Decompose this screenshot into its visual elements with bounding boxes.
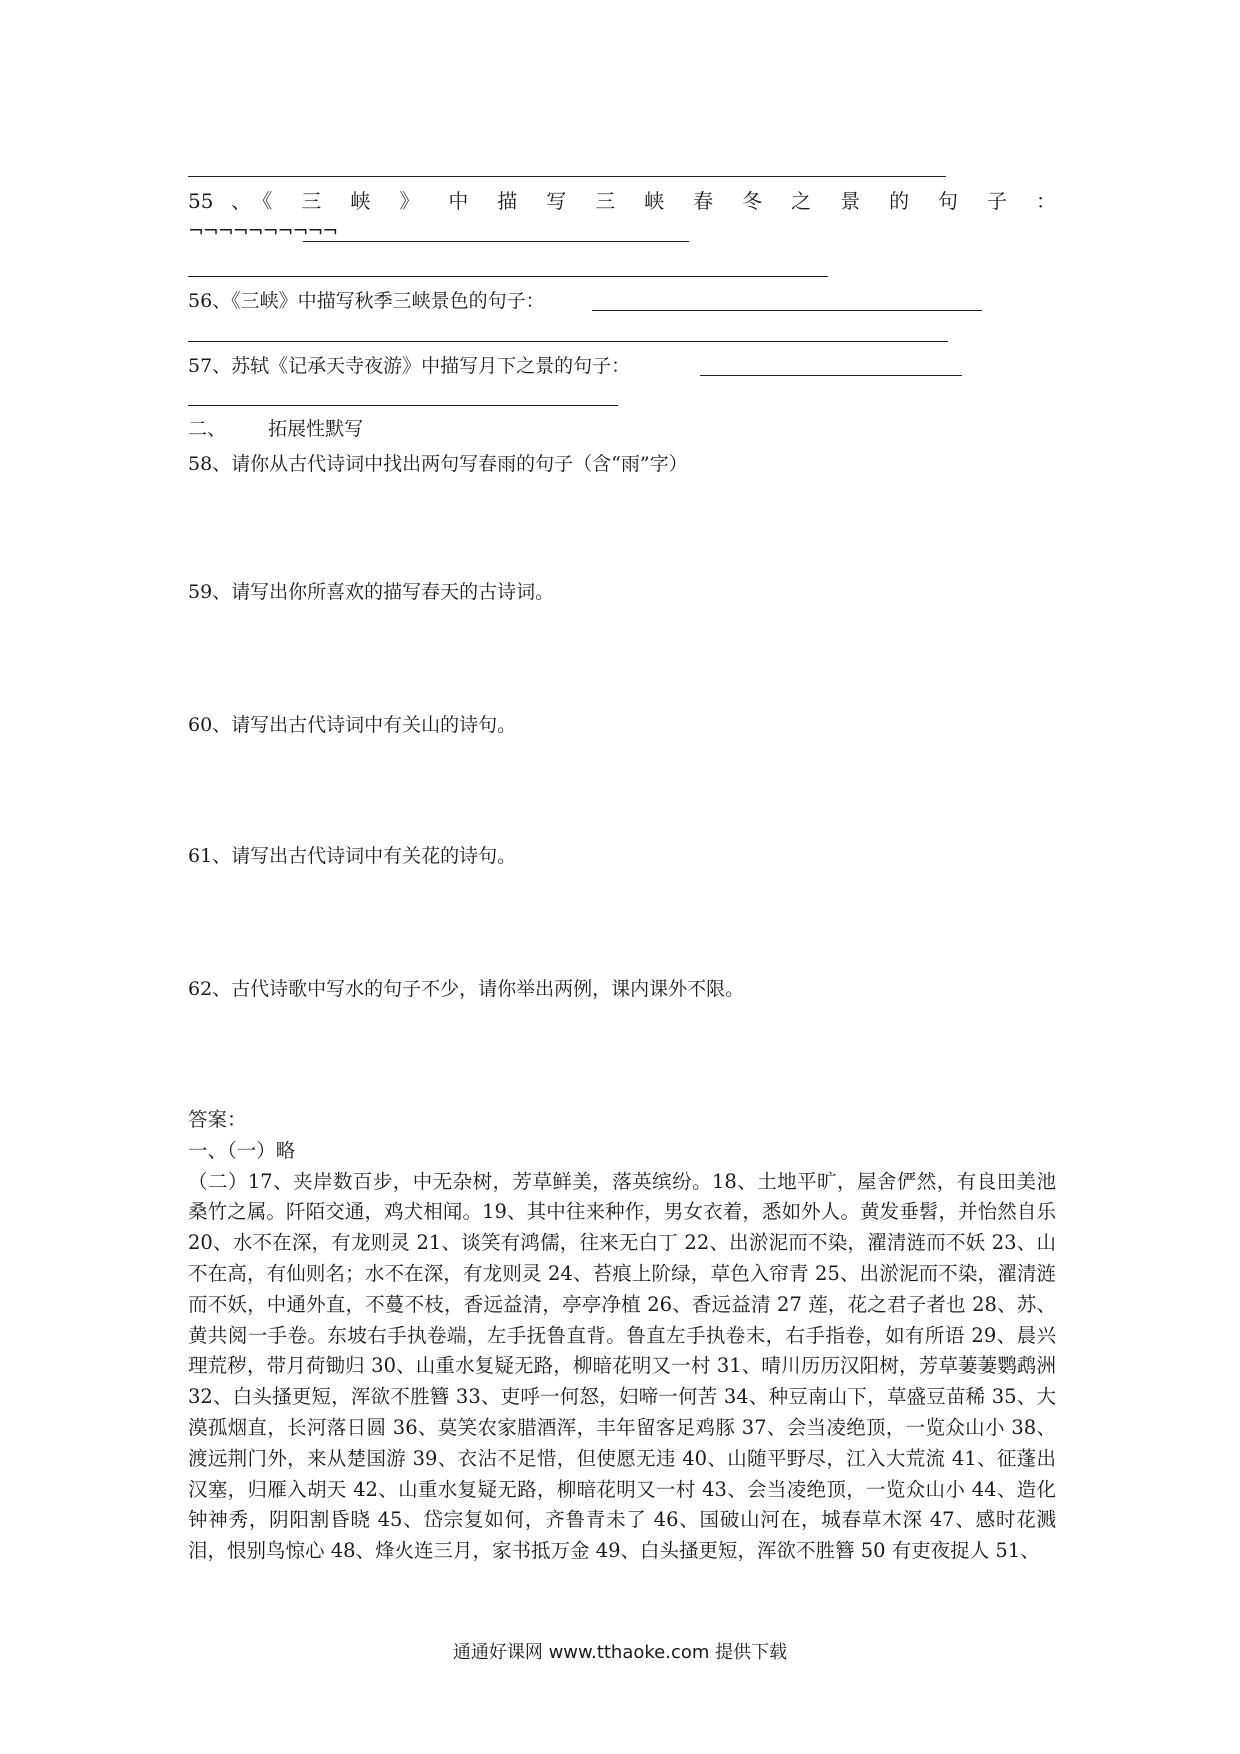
question-59: 59、请写出你所喜欢的描写春天的古诗词。 bbox=[188, 581, 555, 603]
answers-section bbox=[188, 1105, 1056, 1567]
question-62: 62、古代诗歌中写水的句子不少，请你举出两例，课内课外不限。 bbox=[188, 978, 745, 1000]
answer-line-55b[interactable] bbox=[188, 276, 828, 277]
question-55: 55 、《 三 峡 》 中 描 写 三 峡 春 冬 之 景 的 句 子 ： bbox=[188, 189, 1056, 213]
answer-line-57a[interactable] bbox=[700, 375, 962, 376]
answers-part-2: （二）17、夹岸数百步，中无杂树，芳草鲜美，落英缤纷。18、土地平旷，屋舍俨然，有良田美池桑竹之属。阡陌交通，鸡犬相闻。19、其中往来种作，男女衣着，悉如外人。黄发垂髫，并怡然自乐 20、水不在深，有龙则灵 21、谈笑有鸿儒，往来无白丁 22、出淤泥而不染，濯清涟而不妖 23、山不在高，有仙则名；水不在深，有龙则灵 24、苔痕上阶绿，草色入帘青 25、出淤泥而不染，濯清涟而不妖，中通外直，不蔓不枝，香远益清，亭亭净植 26、香远益清 27 莲，花之君子者也 28、苏、黄共阅一手卷。东坡右手执卷端，左手抚鲁直背。鲁直左手执卷末，右手指卷，如有所语 29、晨兴理荒秽，带月荷锄归 30、山重水复疑无路，柳暗花明又一村 31、晴川历历汉阳树，芳草萋萋鹦鹉洲 32、白头搔更短，浑欲不胜簪 33、吏呼一何怒，妇啼一何苦 34、种豆南山下，草盛豆苗稀 35、大漠孤烟直，长河落日圆 36、莫笑农家腊酒浑，丰年留客足鸡豚 37、会当凌绝顶，一览众山小 38、渡远荆门外，来从楚国游 39、衣沾不足惜，但使愿无违 40、山随平野尽，江入大荒流 41、征蓬出汉塞，归雁入胡天 42、山重水复疑无路，柳暗花明又一村 43、会当凌绝顶，一览众山小 44、造化钟神秀，阴阳割昏晓 45、岱宗复如何，齐鲁青未了 46、国破山河在，城春草木深 47、感时花溅泪，恨别鸟惊心 48、烽火连三月，家书抵万金 49、白头搔更短，浑欲不胜簪 50 有吏夜捉人 51、 bbox=[188, 1169, 1056, 1563]
question-60: 60、请写出古代诗词中有关山的诗句。 bbox=[188, 714, 517, 736]
answer-line-56b[interactable] bbox=[188, 341, 948, 342]
question-57-label: 57、苏轼《记承天寺夜游》中描写月下之景的句子： bbox=[188, 355, 631, 377]
question-61: 61、请写出古代诗词中有关花的诗句。 bbox=[188, 845, 517, 867]
question-55-marks bbox=[188, 220, 337, 242]
section-2-heading bbox=[188, 415, 363, 443]
question-56-label: 56、《三峡》中描写秋季三峡景色的句子： bbox=[188, 290, 545, 312]
section-2-number: 二、 bbox=[188, 418, 227, 440]
answer-line-55a[interactable] bbox=[303, 241, 689, 242]
answer-line-54 bbox=[188, 176, 946, 177]
answers-part-1: 一、（一）略 bbox=[188, 1138, 296, 1162]
question-56 bbox=[188, 287, 545, 315]
answer-line-57b[interactable] bbox=[188, 405, 618, 406]
answer-line-56a[interactable] bbox=[592, 310, 982, 311]
answers-heading: 答案： bbox=[188, 1108, 247, 1131]
question-57 bbox=[188, 352, 630, 380]
question-58: 58、请你从古代诗词中找出两句写春雨的句子（含“雨”字） bbox=[188, 453, 688, 475]
footer-credit: 通通好课网 www.tthaoke.com 提供下载 bbox=[452, 1642, 788, 1663]
mark-glyphs: ¬¬¬¬¬¬¬¬¬¬ bbox=[188, 220, 338, 242]
section-2-title: 拓展性默写 bbox=[268, 418, 364, 440]
